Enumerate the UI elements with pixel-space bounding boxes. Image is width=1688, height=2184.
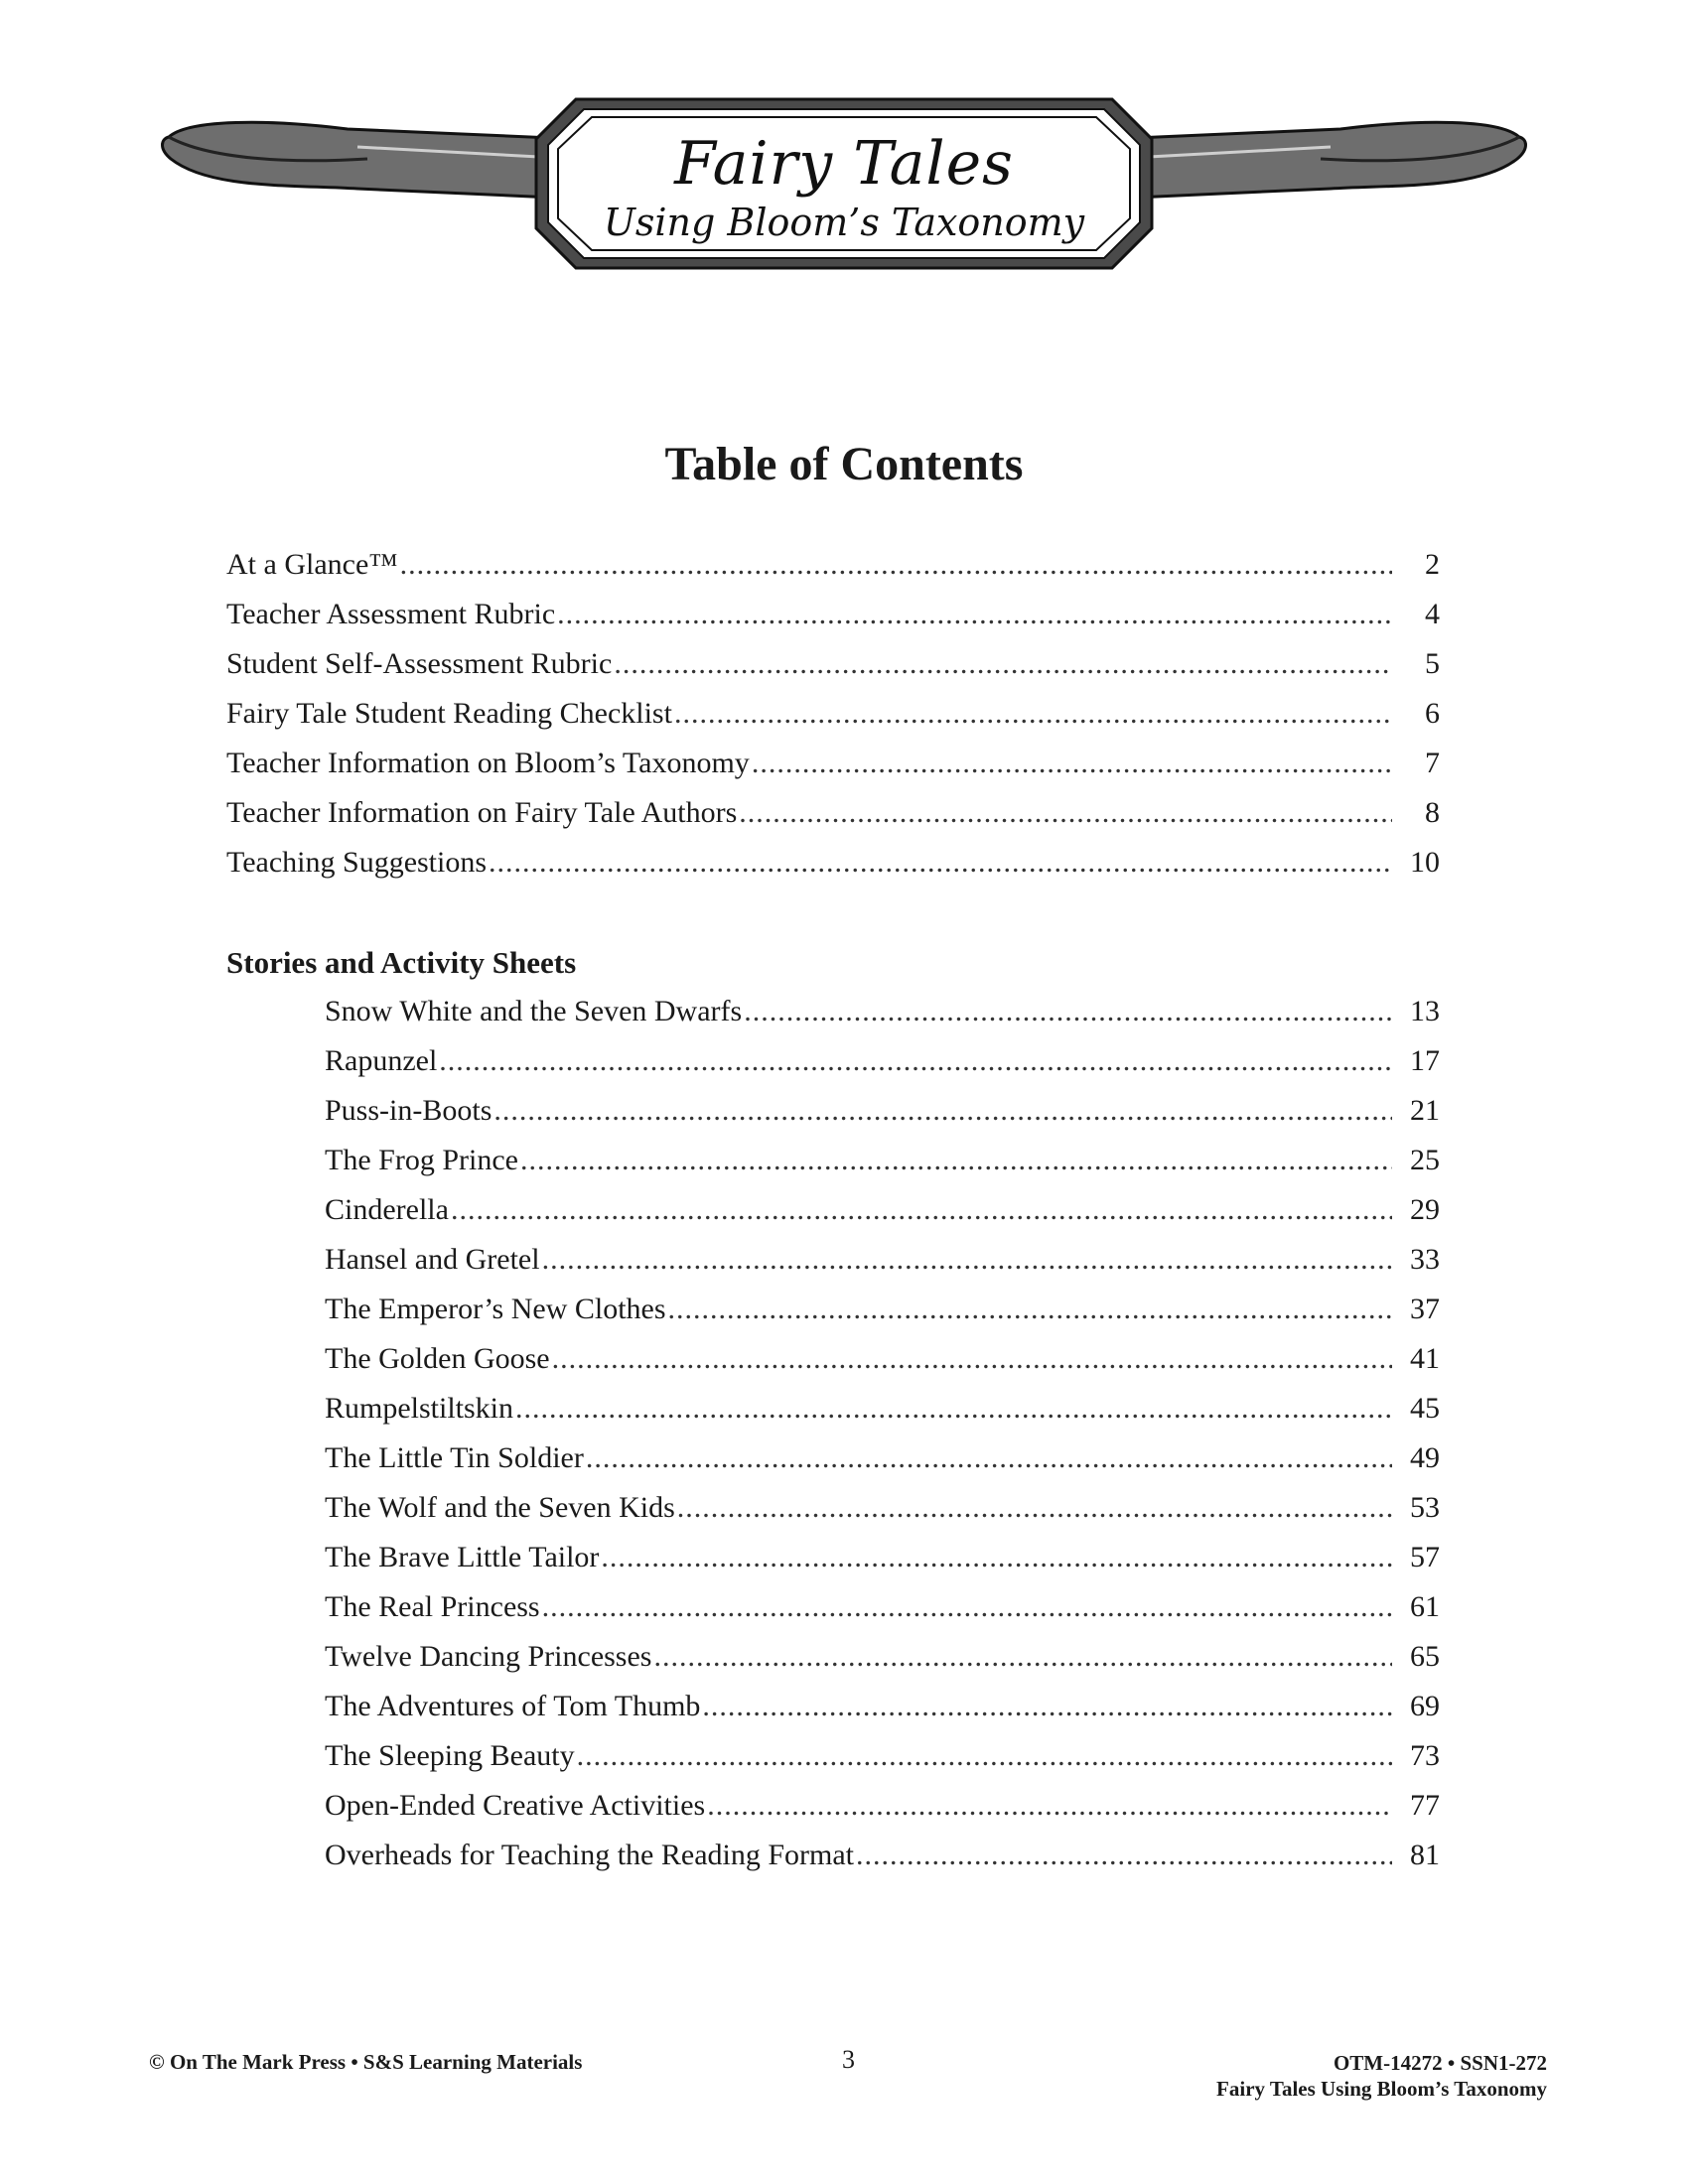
toc-entry-label: Twelve Dancing Princesses — [325, 1640, 652, 1673]
dot-leader — [702, 1690, 1392, 1723]
toc-entry-label: The Wolf and the Seven Kids — [325, 1491, 675, 1524]
toc-entry — [325, 1491, 1440, 1531]
toc-entry-page: 10 — [1410, 846, 1440, 879]
toc-entry-page: 57 — [1410, 1541, 1440, 1573]
toc-entry-page: 4 — [1425, 598, 1440, 630]
toc-entry-page: 5 — [1425, 647, 1440, 680]
footer-page-number: 3 — [842, 2045, 855, 2074]
footer-right — [1216, 2050, 1547, 2102]
toc-entry-label: Cinderella — [325, 1193, 449, 1226]
toc-entry — [325, 1590, 1440, 1630]
toc-entry-page: 8 — [1425, 796, 1440, 829]
dot-leader — [707, 1789, 1392, 1823]
toc-entry — [325, 1739, 1440, 1779]
toc-entry — [325, 1044, 1440, 1084]
toc-entry-page: 49 — [1410, 1441, 1440, 1474]
toc-entry — [325, 1094, 1440, 1134]
toc-entry — [325, 1690, 1440, 1729]
toc-entry-label: Fairy Tale Student Reading Checklist — [226, 697, 672, 730]
dot-leader — [542, 1243, 1392, 1277]
dot-leader — [744, 995, 1392, 1028]
toc-entry-label: Puss-in-Boots — [325, 1094, 492, 1127]
toc-entry-label: Student Self-Assessment Rubric — [226, 647, 613, 680]
toc-entry — [226, 846, 1440, 886]
page-title: Table of Contents — [664, 438, 1024, 490]
toc-entry-page: 29 — [1410, 1193, 1440, 1226]
toc-entry-label: The Adventures of Tom Thumb — [325, 1690, 701, 1722]
toc-entry-page: 17 — [1410, 1044, 1440, 1077]
toc-entry-page: 25 — [1410, 1144, 1440, 1176]
toc-entry-label: Teaching Suggestions — [226, 846, 488, 879]
toc-entry-label: The Emperor’s New Clothes — [325, 1293, 666, 1325]
dot-leader — [552, 1342, 1392, 1376]
toc-entry-label: The Golden Goose — [325, 1342, 550, 1375]
toc-entry-page: 73 — [1410, 1739, 1440, 1772]
toc-entry — [226, 548, 1440, 588]
banner-subtitle: Using Bloom’s Taxonomy — [603, 201, 1085, 244]
dot-leader — [752, 747, 1392, 780]
section-heading: Stories and Activity Sheets — [226, 945, 577, 980]
toc-entry-page: 77 — [1410, 1789, 1440, 1822]
dot-leader — [856, 1839, 1392, 1872]
toc-entry-page: 53 — [1410, 1491, 1440, 1524]
dot-leader — [489, 846, 1392, 880]
dot-leader — [668, 1293, 1392, 1326]
toc-entry-label: At a Glance™ — [226, 548, 398, 581]
dot-leader — [542, 1590, 1392, 1624]
toc-entry — [226, 697, 1440, 737]
toc-entry-label: Hansel and Gretel — [325, 1243, 540, 1276]
dot-leader — [674, 697, 1392, 731]
toc-entry — [325, 1789, 1440, 1829]
dot-leader — [653, 1640, 1392, 1674]
dot-leader — [577, 1739, 1392, 1773]
toc-entry-page: 69 — [1410, 1690, 1440, 1722]
toc-entry — [325, 1441, 1440, 1481]
footer-code: OTM-14272 • SSN1-272 — [1333, 2051, 1547, 2075]
toc-entry-page: 2 — [1425, 548, 1440, 581]
toc-entry-page: 65 — [1410, 1640, 1440, 1673]
toc-entry-label: The Brave Little Tailor — [325, 1541, 600, 1573]
dot-leader — [515, 1392, 1392, 1426]
toc-entry-label: Teacher Information on Bloom’s Taxonomy — [226, 747, 750, 779]
dot-leader — [493, 1094, 1392, 1128]
dot-leader — [557, 598, 1392, 631]
toc-entry — [325, 1342, 1440, 1382]
toc-entry-page: 13 — [1410, 995, 1440, 1027]
toc-entry-label: The Real Princess — [325, 1590, 540, 1623]
toc-entry — [325, 1243, 1440, 1283]
toc-entry — [325, 1541, 1440, 1580]
toc-entry-page: 37 — [1410, 1293, 1440, 1325]
toc-entry — [226, 647, 1440, 687]
dot-leader — [586, 1441, 1392, 1475]
toc-entry — [226, 796, 1440, 836]
toc-entry — [325, 1144, 1440, 1183]
dot-leader — [520, 1144, 1392, 1177]
toc-entry-label: The Sleeping Beauty — [325, 1739, 575, 1772]
toc-entry — [325, 1392, 1440, 1432]
toc-entry-page: 45 — [1410, 1392, 1440, 1425]
toc-entry-page: 61 — [1410, 1590, 1440, 1623]
toc-entry-page: 41 — [1410, 1342, 1440, 1375]
footer-publisher: © On The Mark Press • S&S Learning Materials — [149, 2050, 583, 2074]
toc-entry-page: 21 — [1410, 1094, 1440, 1127]
banner-title: Fairy Tales — [674, 129, 1014, 199]
dot-leader — [614, 647, 1392, 681]
title-banner — [149, 89, 1539, 278]
toc-entry — [325, 1640, 1440, 1680]
dot-leader — [400, 548, 1392, 582]
toc-entry — [325, 1293, 1440, 1332]
toc-entry — [226, 598, 1440, 637]
dot-leader — [739, 796, 1392, 830]
dot-leader — [451, 1193, 1392, 1227]
toc-entry-page: 6 — [1425, 697, 1440, 730]
toc-entry-label: Overheads for Teaching the Reading Format — [325, 1839, 855, 1871]
toc-entry-page: 7 — [1425, 747, 1440, 779]
toc-entry-label: Teacher Assessment Rubric — [226, 598, 556, 630]
dot-leader — [439, 1044, 1392, 1078]
footer-book-title: Fairy Tales Using Bloom’s Taxonomy — [1216, 2077, 1547, 2101]
toc-entry-page: 33 — [1410, 1243, 1440, 1276]
toc-entry-label: The Little Tin Soldier — [325, 1441, 584, 1474]
toc-entry-label: Teacher Information on Fairy Tale Authors — [226, 796, 738, 829]
toc-entry — [325, 1193, 1440, 1233]
toc-entry-page: 81 — [1410, 1839, 1440, 1871]
toc-entry — [325, 995, 1440, 1034]
toc-entry-label: Snow White and the Seven Dwarfs — [325, 995, 743, 1027]
toc-entry-label: Rapunzel — [325, 1044, 438, 1077]
toc-entry — [325, 1839, 1440, 1878]
toc-entry-label: The Frog Prince — [325, 1144, 518, 1176]
toc-entry-label: Open-Ended Creative Activities — [325, 1789, 706, 1822]
dot-leader — [601, 1541, 1392, 1574]
dot-leader — [677, 1491, 1392, 1525]
toc-entry — [226, 747, 1440, 786]
toc-entry-label: Rumpelstiltskin — [325, 1392, 514, 1425]
